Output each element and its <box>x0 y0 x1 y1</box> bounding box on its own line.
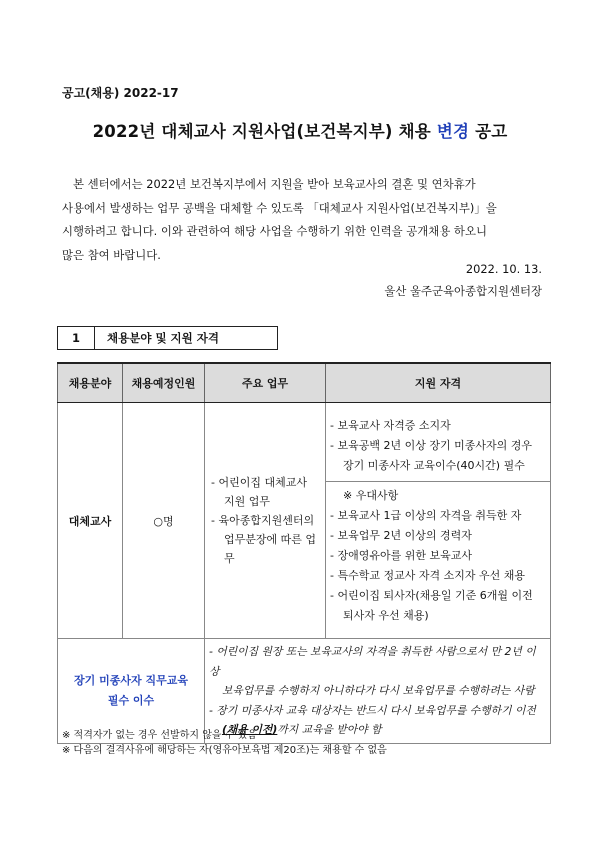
qualifications-cell <box>326 403 551 639</box>
edu-line: - 장기 미종사자 교육 대상자는 반드시 다시 보육업무를 수행하기 이전 <box>209 703 536 717</box>
footnote: ※ 다음의 결격사유에 해당하는 자(영유아보육법 제20조)는 채용할 수 없음 <box>62 745 387 756</box>
title-main: 2022년 대체교사 지원사업(보건복지부) 채용 <box>92 122 437 141</box>
intro-line: 사용에서 발생하는 업무 공백을 대체할 수 있도록 「대체교사 지원사업(보건복지부)」을 <box>62 200 497 215</box>
intro-line: 본 센터에서는 2022년 보건복지부에서 지원을 받아 보육교사의 결혼 및 연차휴가 <box>73 177 476 191</box>
duty-line: 업무분장에 따른 업무 <box>224 533 317 565</box>
title-highlight: 변경 <box>436 122 470 141</box>
duty-line: 지원 업무 <box>224 495 271 508</box>
qualification-line: - 보육공백 2년 이상 장기 미종사자의 경우 <box>330 438 532 452</box>
notice-number: 공고(채용) 2022-17 <box>62 86 179 100</box>
edu-label-line: 필수 이수 <box>107 693 155 707</box>
header-duties: 주요 업무 <box>205 363 326 403</box>
header-qualifications: 지원 자격 <box>326 363 551 403</box>
preference-title: ※ 우대사항 <box>343 488 399 502</box>
divider <box>326 481 550 482</box>
qualification-line: 장기 미종사자 교육이수(40시간) 필수 <box>343 458 525 472</box>
edu-underlined: (채용 이전) <box>222 723 278 736</box>
page-title <box>0 118 600 142</box>
preference-line: - 보육교사 1급 이상의 자격을 취득한 자 <box>330 508 522 522</box>
header-field: 채용분야 <box>58 363 123 403</box>
section-header <box>57 326 278 350</box>
table-row <box>58 403 551 639</box>
header-headcount: 채용예정인원 <box>123 363 205 403</box>
preference-line: - 보육업무 2년 이상의 경력자 <box>330 528 472 542</box>
table-header-row <box>58 363 551 403</box>
intro-paragraph <box>62 173 552 267</box>
preference-line: - 특수학교 정교사 자격 소지자 우선 채용 <box>330 568 525 582</box>
edu-label-line: 장기 미종사자 직무교육 <box>74 673 188 687</box>
preference-line: - 어린이집 퇴사자(채용일 기준 6개월 이전 <box>330 588 533 602</box>
edu-line-final <box>209 720 546 740</box>
title-suffix: 공고 <box>469 122 508 141</box>
notice-date: 2022. 10. 13. <box>465 262 542 276</box>
section-number: 1 <box>58 327 95 349</box>
duties-cell <box>205 403 326 639</box>
edu-line: 보육업무를 수행하지 아니하다가 다시 보육업무를 수행하려는 사람 <box>222 684 535 697</box>
footnote: ※ 적격자가 없는 경우 선발하지 않을 수 있음 <box>62 730 257 741</box>
organization-name: 울산 울주군육아종합지원센터장 <box>384 284 542 298</box>
edu-line: - 어린이집 원장 또는 보육교사의 자격을 취득한 사람으로서 만 2년 이상 <box>209 645 536 678</box>
intro-line: 많은 참여 바랍니다. <box>62 247 161 262</box>
duty-line: - 육아종합지원센터의 <box>211 514 315 527</box>
edu-rest: 까지 교육을 받아야 함 <box>277 723 382 736</box>
field-cell: 대체교사 <box>58 403 123 639</box>
headcount-cell: ○명 <box>123 403 205 639</box>
duty-line: - 어린이집 대체교사 <box>211 476 307 489</box>
preference-line: - 장애영유아를 위한 보육교사 <box>330 548 472 562</box>
preference-line: 퇴사자 우선 채용) <box>343 608 429 622</box>
recruitment-table <box>57 362 551 744</box>
qualification-line: - 보육교사 자격증 소지자 <box>330 418 451 432</box>
section-title: 채용분야 및 지원 자격 <box>107 331 219 345</box>
intro-line: 시행하려고 합니다. 이와 관련하여 해당 사업을 수행하기 위한 인력을 공개채용 하오니 <box>62 224 487 238</box>
